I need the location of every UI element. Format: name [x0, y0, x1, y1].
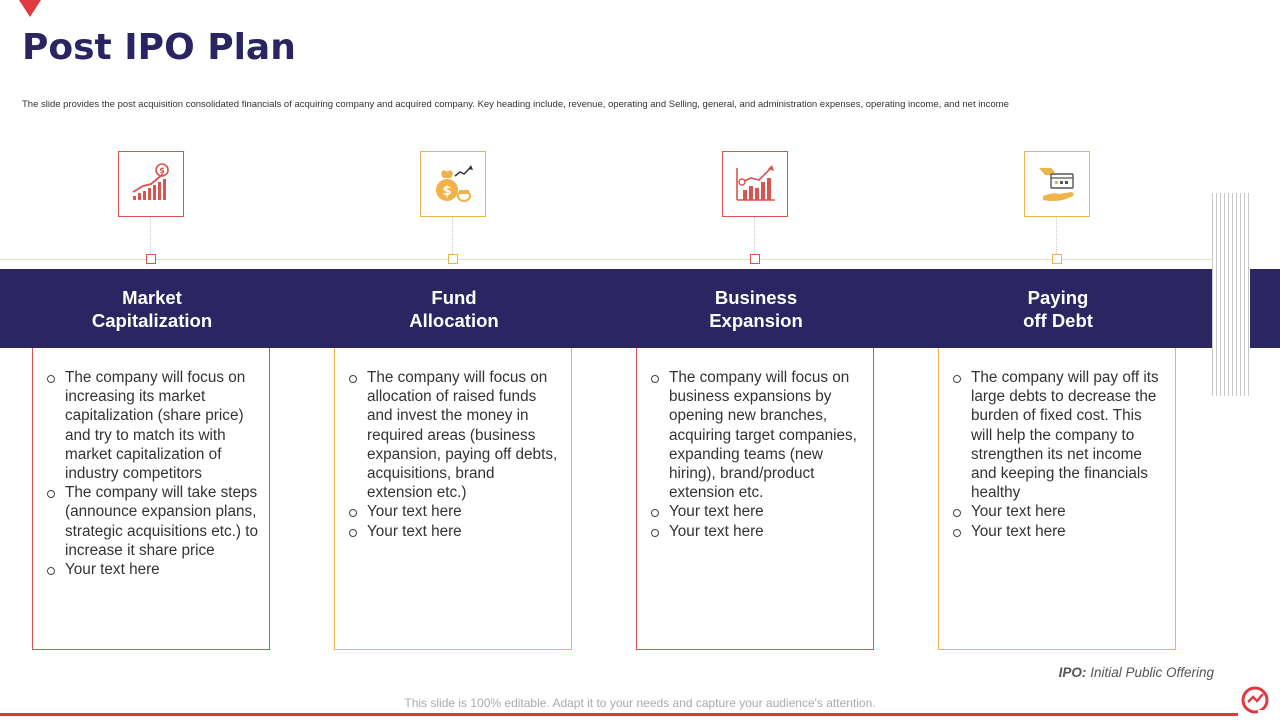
- column-title: Market Capitalization: [91, 287, 213, 331]
- timeline-node: [750, 254, 760, 264]
- timeline-node: [448, 254, 458, 264]
- bullet-item: Your text here: [348, 502, 561, 521]
- bullet-item: Your text here: [46, 560, 259, 579]
- plan-column-market-capitalization: [32, 0, 272, 720]
- bullet-item: The company will focus on business expansions by opening new branches, acquiring target companies, expanding teams (new hiring), brand/product extension etc.: [650, 368, 863, 502]
- bullet-item: Your text here: [650, 502, 863, 521]
- money-bag-coins-icon: [420, 151, 486, 217]
- bullet-item: The company will focus on increasing its market capitalization (share price) and try to match its with market capitalization of industry competitors: [46, 368, 259, 483]
- footer-note: This slide is 100% editable. Adapt it to your needs and capture your audience's attention.: [404, 696, 876, 710]
- bullet-list: [939, 348, 1175, 541]
- content-card: [334, 348, 572, 650]
- bullet-item: Your text here: [650, 522, 863, 541]
- bullet-item: Your text here: [952, 502, 1165, 521]
- timeline-node: [1052, 254, 1062, 264]
- bullet-list: [335, 348, 571, 541]
- column-title: Fund Allocation: [409, 287, 499, 331]
- bullet-list: [33, 348, 269, 579]
- content-card: [938, 348, 1176, 650]
- bullet-item: Your text here: [952, 522, 1165, 541]
- footnote-abbr: IPO:: [1058, 665, 1087, 680]
- page-subtitle: The slide provides the post acquisition consolidated financials of acquiring company and acquired company. Key heading include, revenue, operating and Selling, general, and administration expenses, operating income, and net income: [22, 99, 1009, 110]
- hand-payment-icon: [1024, 151, 1090, 217]
- plan-column-paying-off-debt: [938, 0, 1178, 720]
- column-title: Business Expansion: [709, 287, 803, 331]
- bullet-item: The company will pay off its large debts to decrease the burden of fixed cost. This will help the company to strengthen its net income and keeping the financials healthy: [952, 368, 1165, 502]
- connector-line: [150, 217, 151, 254]
- decorative-stripes: [1212, 193, 1250, 396]
- connector-line: [754, 217, 755, 254]
- footnote-definition: Initial Public Offering: [1090, 665, 1214, 680]
- logo-icon: [1238, 684, 1272, 718]
- content-card: [32, 348, 270, 650]
- timeline-node: [146, 254, 156, 264]
- plan-column-business-expansion: [636, 0, 876, 720]
- bullet-list: [637, 348, 873, 541]
- connector-line: [452, 217, 453, 254]
- content-card: [636, 348, 874, 650]
- bar-chart-growth-icon: [722, 151, 788, 217]
- svg-text:$: $: [442, 184, 452, 199]
- bullet-item: The company will focus on allocation of raised funds and invest the money in required areas (business expansion, paying off debts, acquisitions, brand extension etc.): [348, 368, 561, 502]
- bullet-item: Your text here: [348, 522, 561, 541]
- page-title: Post IPO Plan: [22, 27, 296, 68]
- svg-text:$: $: [159, 166, 165, 175]
- column-title: Paying off Debt: [1023, 287, 1093, 331]
- connector-line: [1056, 217, 1057, 254]
- plan-column-fund-allocation: [334, 0, 574, 720]
- bottom-accent-line: [0, 713, 1238, 716]
- ipo-footnote: [1059, 665, 1214, 680]
- growth-chart-dollar-icon: [118, 151, 184, 217]
- bullet-item: The company will take steps (announce expansion plans, strategic acquisitions etc.) to increase it share price: [46, 483, 259, 560]
